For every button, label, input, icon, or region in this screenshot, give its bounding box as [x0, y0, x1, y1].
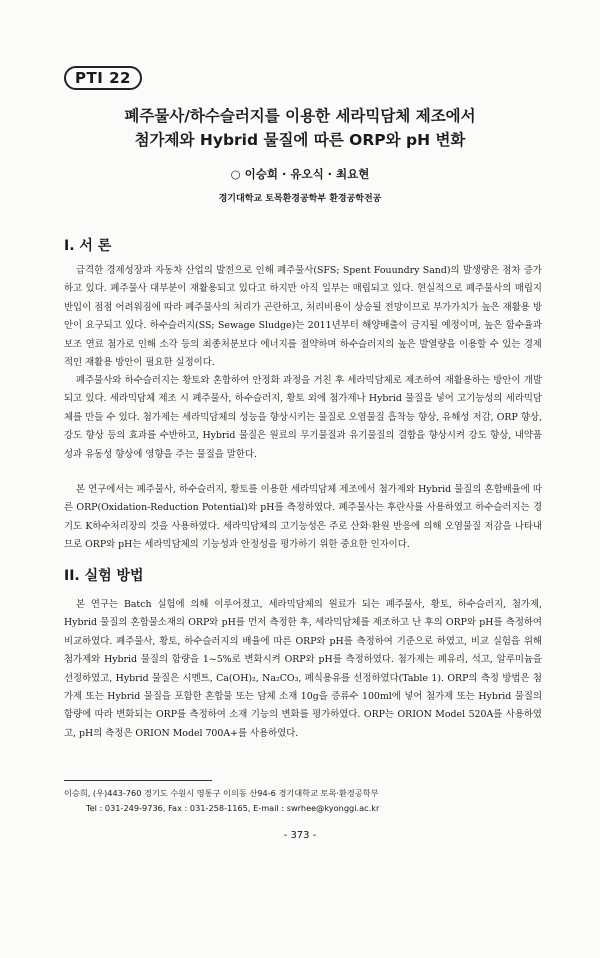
authors: ○ 이승희 · 유오식 · 최요현 — [230, 167, 370, 181]
intro-paragraph-3: 본 연구에서는 폐주물사, 하수슬러지, 황토를 이용한 세라믹담체 제조에서 첨가제와 Hybrid 물질의 혼합배율에 따른 ORP(Oxidation-Reduction Potential)와 pH를 측정하였다. 폐주물사는 후란사를 사용하였고 하수슬러지는 경기도 K하수처리장의 것을 사용하였다. 세라믹담체의 고기능성은 주로 산화·환원 반응에 의해 오염물질 저감을 나타내므로 ORP와 pH는 세라믹담체의 기능성과 안정성을 평가하기 위한 중요한 인자이다. — [64, 484, 542, 551]
section-heading-intro: I. 서 론 — [64, 238, 112, 254]
affiliation: 경기대학교 토목환경공학부 환경공학전공 — [218, 194, 382, 204]
methods-paragraph-1: 본 연구는 Batch 실험에 의해 이루어졌고, 세라믹담체의 원료가 되는 폐주물사, 황토, 하수슬러지, 첨가제, Hybrid 물질의 혼합물소재의 ORP와 pH를 먼저 측정한 후, 세라믹담체를 제조하고 난 후의 ORP와 pH를 측정하여 비교하였다. 폐주물사, 황토, 하수슬러지의 배율에 따른 ORP와 pH를 측정하여 기준으로 하였고, 비교 실험을 위해 첨가제와 Hybrid 물질의 함량을 1~5%로 변화시켜 ORP와 pH를 측정하였다. 첨가제는 폐유리, 석고, 알루미늄을 선정하였고, Hybrid 물질은 시멘트, Ca(OH)₂, Na₂CO₃, 폐식용유를 선정하였다(Table 1). ORP의 측정 방법은 첨가제 또는 Hybrid 물질을 포함한 혼합물 또는 담체 소재 10g을 증류수 100ml에 넣어 첨가제 또는 Hybrid 물질의 함량에 따라 변화되는 ORP를 측정하여 소재 기능의 변화를 평가하였다. ORP는 ORION Model 520A를 사용하였고, pH의 측정은 ORION Model 700A+를 사용하였다. — [64, 599, 542, 739]
session-badge: PTI 22 — [64, 66, 142, 90]
intro-paragraph-1: 급격한 경제성장과 자동차 산업의 발전으로 인해 폐주물사(SFS; Spent Fouundry Sand)의 발생량은 점차 증가하고 있다. 폐주물사 대부분이 재활용되고 있다고 하지만 아직 일부는 매립되고 있다. 현실적으로 폐주물사의 매립지 반입이 점점 어려워짐에 따라 폐주물사의 처리가 곤란하고, 처리비용이 상승될 전망이므로 부가가치가 높은 재활용 방안이 요구되고 있다. 하수슬러지(SS; Sewage Sludge)는 2011년부터 해양배출이 금지될 예정이며, 높은 함수율과 보조 연료 첨가로 인해 소각 등의 최종처분보다 에너지를 절약하며 하수슬러지의 높은 발열량을 이용할 수 있는 경제적인 재활용 방안이 필요한 실정이다. — [64, 265, 542, 369]
footnote-divider — [64, 780, 212, 781]
footnote-contact: Tel : 031-249-9736, Fax : 031-258-1165, E-mail : swrhee@kyonggi.ac.kr — [86, 803, 380, 813]
title-line-1: 폐주물사/하수슬러지를 이용한 세라믹담체 제조에서 — [124, 107, 476, 125]
intro-paragraph-2: 폐주물사와 하수슬러지는 황토와 혼합하여 안정화 과정을 거친 후 세라믹담체로 제조하여 재활용하는 방안이 개발되고 있다. 세라믹담체 제조 시 폐주물사, 하수슬러지, 황토 외에 첨가제나 Hybrid 물질을 넣어 고기능성의 세라믹담체를 만들 수 있다. 첨가제는 세라믹담체의 성능을 향상시키는 물질로 오염물질 흡착능 향상, 유해성 저감, ORP 향상, 강도 향상 등의 효과를 수반하고, Hybrid 물질은 원료의 무기물질과 유기물질의 결합을 향상시켜 강도 향상, 내약품성과 유동성 향상에 영향을 주는 물질을 말한다. — [64, 375, 542, 460]
page-number: - 373 - — [283, 830, 317, 841]
section-heading-methods: II. 실험 방법 — [64, 568, 144, 584]
title-line-2: 첨가제와 Hybrid 물질에 따른 ORP와 pH 변화 — [134, 131, 466, 149]
footnote-address: 이승희, (우)443-760 경기도 수원시 영통구 이의동 산94-6 경기대학교 토목·환경공학부 — [64, 788, 379, 798]
